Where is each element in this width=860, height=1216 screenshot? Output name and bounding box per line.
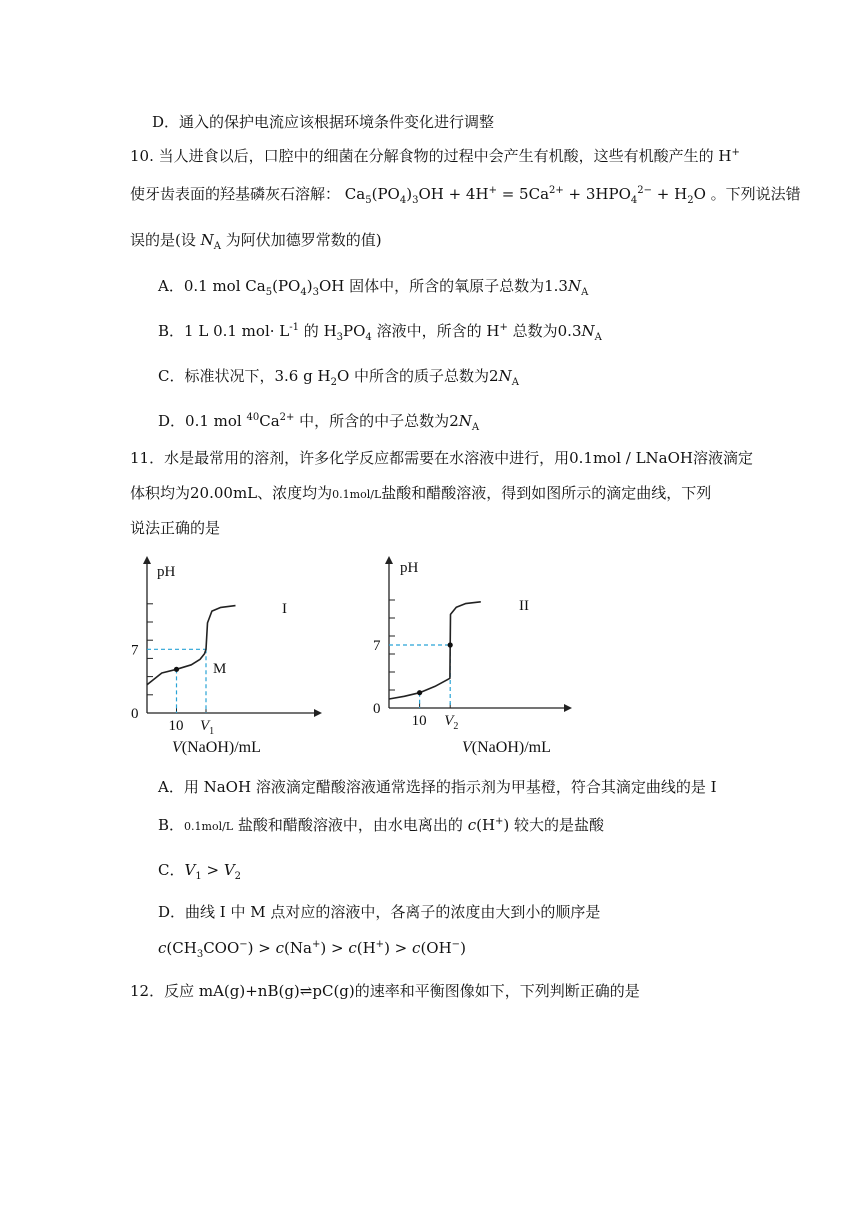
q11-option-c: C．$V_1 > V_2$ [158, 861, 242, 882]
x-tick-label-v: $V_2$ [444, 713, 459, 732]
curve-label: I [282, 601, 287, 617]
y-axis-label: pH [400, 560, 419, 576]
x-tick-label-v: $V_1$ [200, 718, 215, 737]
q11-option-b: B．0.1mol/L 盐酸和醋酸溶液中，由水电离出的 c(H+) 较大的是盐酸 [158, 816, 605, 834]
q11-option-d: D．曲线 I 中 M 点对应的溶液中，各离子的浓度由大到小的顺序是 [158, 903, 601, 921]
q9-option-d: D．通入的保护电流应该根据环境条件变化进行调整 [152, 113, 495, 131]
data-point-half [417, 690, 422, 695]
q11-option-a: A．用 NaOH 溶液滴定醋酸溶液通常选择的指示剂为甲基橙，符合其滴定曲线的是 I [158, 778, 717, 796]
q10-stem-line3: 误的是(设 $N_A$ 为阿伏加德罗常数的值) [130, 231, 382, 252]
y-axis-arrow [143, 556, 151, 564]
point-label-m: M [213, 661, 227, 677]
x-tick-label-10: 10 [411, 713, 427, 729]
q10-stem-line2: 使牙齿表面的羟基磷灰石溶解： $Ca_5(PO_4)_3OH + 4H^+ = 5Ca^{2+} + 3HPO_4^{2-} + H_2O$ 。下列说法错 [130, 185, 801, 206]
q10-option-d: D．0.1 mol $^{40}Ca^{2+}$ 中，所含的中子总数为$2N_A$ [158, 412, 480, 433]
x-axis-label: V(NaOH)/mL [172, 739, 261, 756]
q10-equation: $Ca_5(PO_4)_3OH + 4H^+ = 5Ca^{2+} + 3HPO_4^{2-} + H_2O$ [344, 185, 711, 206]
q10-stem-line1: 10. 当人进食以后，口腔中的细菌在分解食物的过程中会产生有机酸，这些有机酸产生的 H+ [130, 147, 740, 165]
q10-option-b: B．1 L 0.1 $mol\cdot L^{-1}$ 的 $H_3PO_4$ 溶液中，所含的 H+ 总数为$0.3N_A$ [158, 322, 602, 343]
equilibrium-arrow-icon: ⇌ [299, 982, 313, 1000]
x-axis-arrow [564, 704, 572, 712]
y-axis-label: pH [157, 564, 176, 580]
q11-stem-line2: 体积均为20.00mL、浓度均为0.1mol/L盐酸和醋酸溶液，得到如图所示的滴定曲线，下列 [130, 484, 712, 502]
q10-option-c: C．标准状况下，3.6 g $H_2O$ 中所含的质子总数为$2N_A$ [158, 367, 519, 388]
q11-stem-line1: 11．水是最常用的溶剂，许多化学反应都需要在水溶液中进行，用0.1mol / LNaOH溶液滴定 [130, 449, 754, 467]
y-tick-label-7: 7 [373, 638, 381, 654]
origin-label: 0 [373, 701, 381, 717]
x-axis-label: V(NaOH)/mL [462, 739, 551, 756]
titration-chart-i [132, 552, 332, 757]
q11-option-d-formula: $c(CH_3COO^-) > c(Na^+) > c(H^+) > c(OH^-)$ [158, 939, 466, 960]
data-point-equivalence [448, 642, 453, 647]
q12-stem: 12．反应 mA(g)+nB(g)⇌pC(g)的速率和平衡图像如下，下列判断正确的是 [130, 982, 640, 1000]
x-axis-arrow [314, 709, 322, 717]
origin-label: 0 [131, 706, 139, 722]
q10-option-a: A．0.1 mol $Ca_5(PO_4)_3OH$ 固体中，所含的氧原子总数为$1.3N_A$ [158, 277, 589, 298]
y-axis-arrow [385, 556, 393, 564]
y-tick-label-7: 7 [131, 642, 139, 659]
titration-chart-ii [372, 552, 582, 757]
titration-curve [389, 602, 481, 699]
curve-label: II [519, 598, 529, 614]
x-tick-label-10: 10 [168, 718, 184, 734]
data-point-half [174, 667, 179, 672]
q11-stem-line3: 说法正确的是 [130, 519, 221, 537]
